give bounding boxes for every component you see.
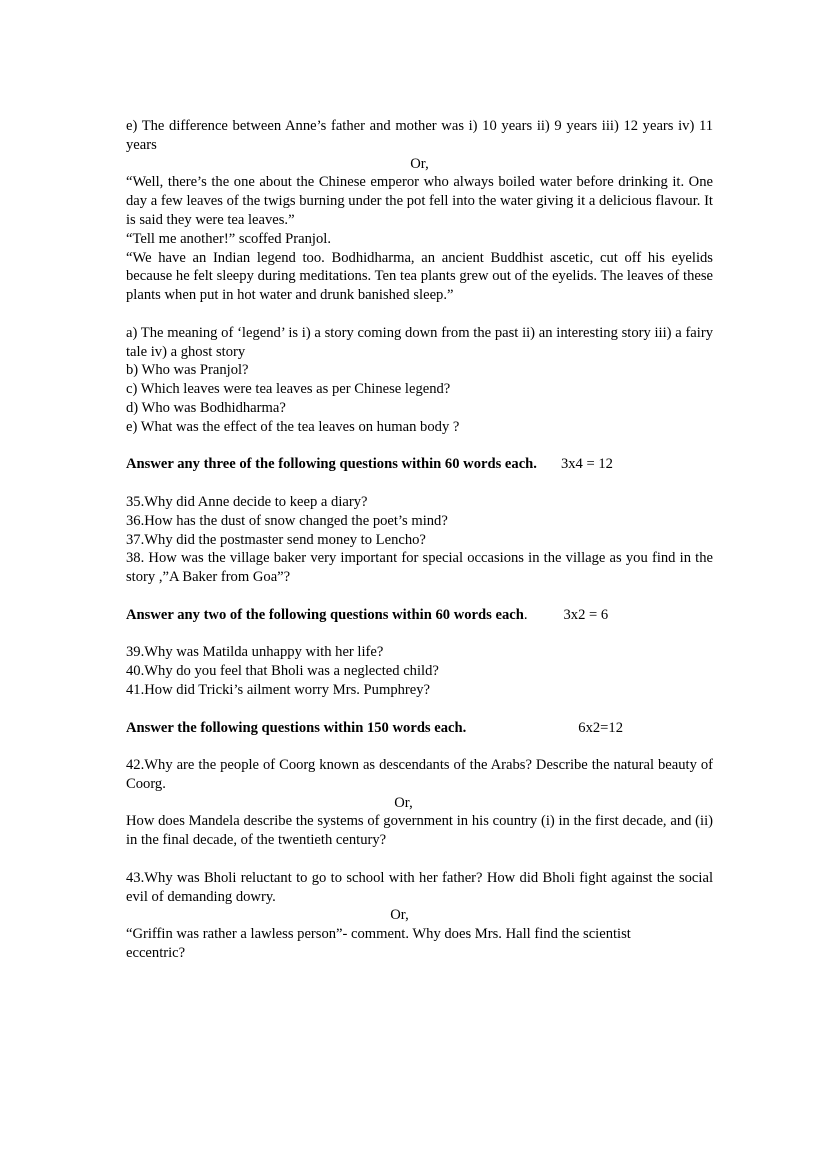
question-42-alternative: How does Mandela describe the systems of government in his country (i) in the first decade, and (ii) in the final decade, of the twentieth century? bbox=[126, 813, 713, 849]
passage-question-e: e) What was the effect of the tea leaves on human body ? bbox=[126, 418, 460, 435]
section-heading-period: . bbox=[523, 606, 528, 623]
question-43-alternative: “Griffin was rather a lawless person”- comment. Why does Mrs. Hall find the scientist eccentric? bbox=[126, 926, 631, 962]
section-heading-text: Answer any three of the following questions within 60 words each. bbox=[126, 456, 537, 473]
section-marks: 3x2 = 6 bbox=[563, 606, 609, 623]
question-37: 37.Why did the postmaster send money to Lencho? bbox=[126, 531, 426, 548]
section-heading bbox=[126, 719, 713, 738]
question-36: 36.How has the dust of snow changed the poet’s mind? bbox=[126, 512, 448, 529]
section-marks: 6x2=12 bbox=[578, 719, 623, 736]
section-heading-text: Answer the following questions within 150 words each. bbox=[126, 719, 467, 736]
question-paper-page bbox=[126, 117, 713, 963]
or-divider: Or, bbox=[394, 794, 413, 811]
question-42: 42.Why are the people of Coorg known as descendants of the Arabs? Describe the natural beauty of Coorg. bbox=[126, 757, 713, 792]
question-38: 38. How was the village baker very important for special occasions in the village as you find in the story ,”A Baker from Goa”? bbox=[126, 550, 713, 586]
section-heading-text: Answer any two of the following questions within 60 words each bbox=[126, 606, 524, 623]
passage-question-c: c) Which leaves were tea leaves as per Chinese legend? bbox=[126, 381, 451, 398]
question-43: 43.Why was Bholi reluctant to go to school with her father? How did Bholi fight against the social evil of demanding dowry. bbox=[126, 869, 713, 905]
passage-question-b: b) Who was Pranjol? bbox=[126, 362, 249, 379]
question-40: 40.Why do you feel that Bholi was a neglected child? bbox=[126, 663, 439, 680]
passage-question-a: a) The meaning of ‘legend’ is i) a story coming down from the past ii) an interesting story iii) a fairy tale iv) a ghost story bbox=[126, 324, 713, 360]
section-heading bbox=[126, 455, 713, 474]
or-divider: Or, bbox=[390, 907, 409, 924]
question-35: 35.Why did Anne decide to keep a diary? bbox=[126, 493, 368, 510]
question-41: 41.How did Tricki’s ailment worry Mrs. Pumphrey? bbox=[126, 681, 431, 698]
question-39: 39.Why was Matilda unhappy with her life? bbox=[126, 644, 384, 661]
passage-paragraph: “Well, there’s the one about the Chinese emperor who always boiled water before drinking it. One day a few leaves of the twigs burning under the pot fell into the water giving it a delicious flavour. It is said they were tea leaves.” bbox=[126, 174, 713, 228]
section-marks: 3x4 = 12 bbox=[560, 456, 613, 473]
or-divider: Or, bbox=[410, 155, 429, 172]
passage-question-d: d) Who was Bodhidharma? bbox=[126, 399, 286, 416]
passage-paragraph: “Tell me another!” scoffed Pranjol. bbox=[126, 230, 331, 247]
section-heading bbox=[126, 606, 713, 625]
passage-paragraph: “We have an Indian legend too. Bodhidharma, an ancient Buddhist ascetic, cut off his eyelids because he felt sleepy during meditations. Ten tea plants grew out of the eyelids. The leaves of these plants when put in hot water and drunk banished sleep.” bbox=[126, 249, 713, 304]
anne-question-e: e) The difference between Anne’s father and mother was i) 10 years ii) 9 years iii) 12 years iv) 11 years bbox=[126, 118, 713, 153]
